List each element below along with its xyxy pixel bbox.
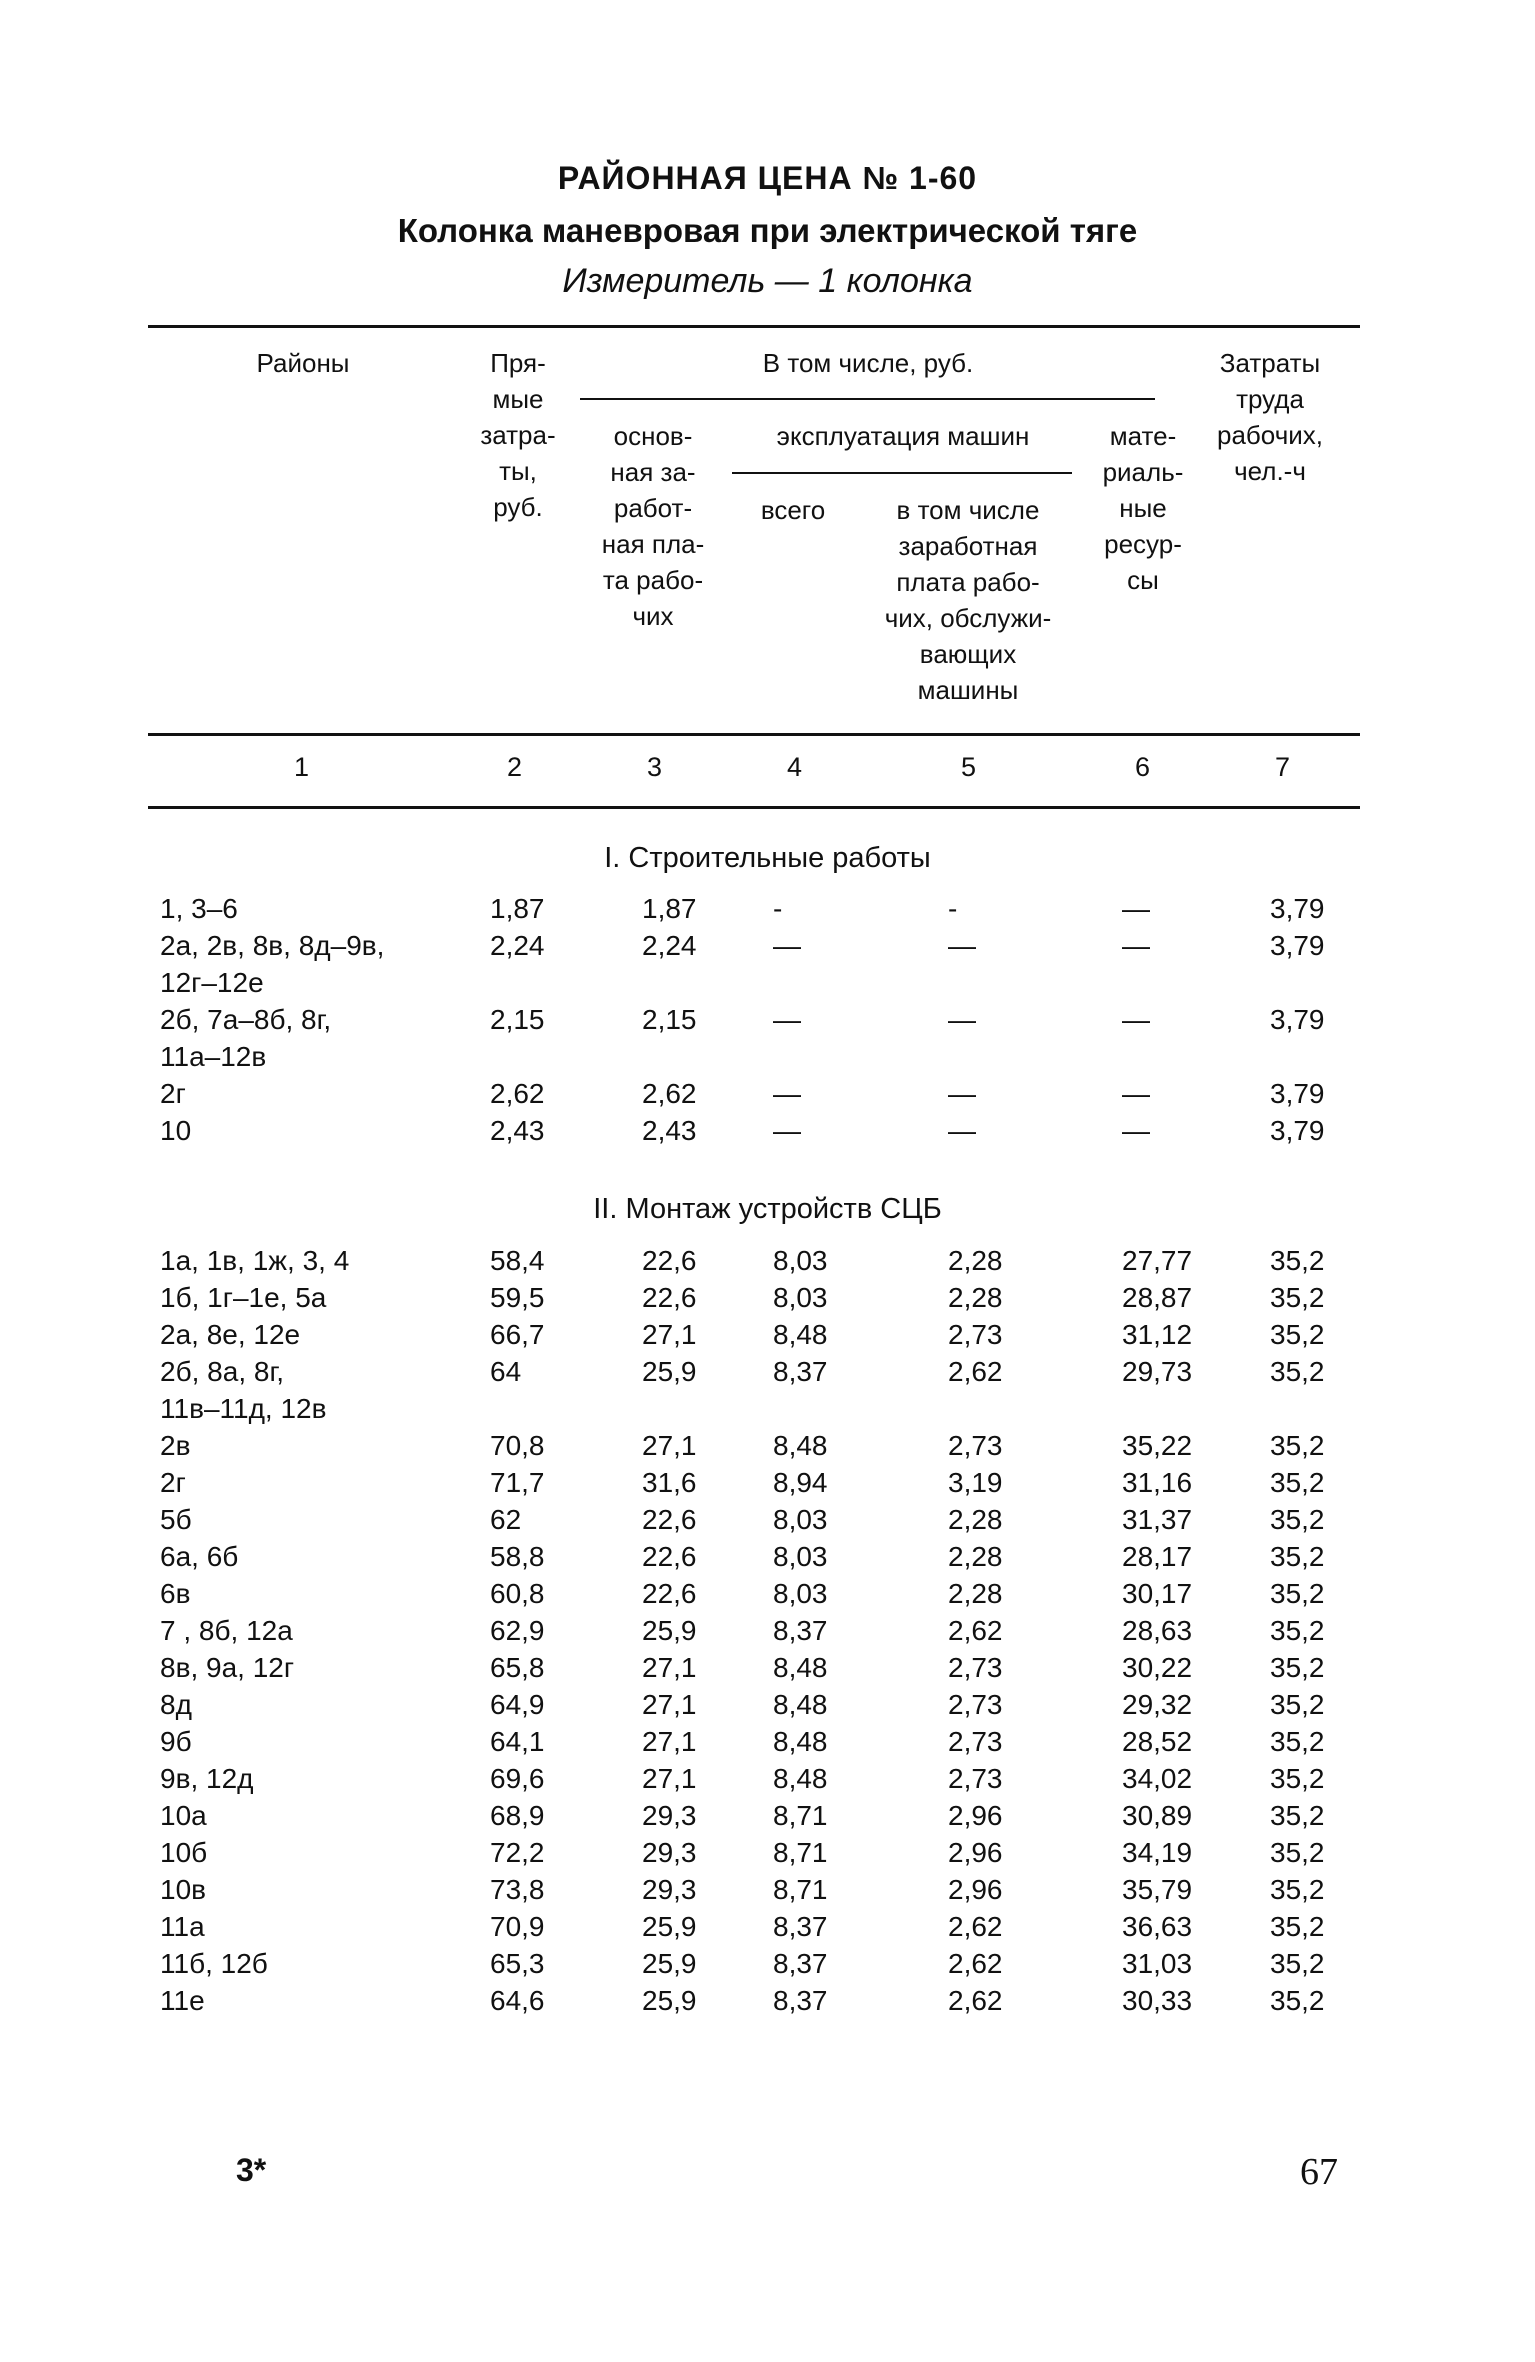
value-cell: 8,03 [773,1541,828,1572]
value-cell: 35,2 [1270,1837,1325,1868]
table-row [0,1541,1535,1578]
value-cell: 28,17 [1122,1541,1193,1572]
value-cell: 35,2 [1270,1319,1325,1350]
value-cell: 8,71 [773,1800,828,1831]
region-cell: 11в–11д, 12в [160,1393,327,1424]
value-cell: 70,8 [490,1430,545,1461]
region-cell: 2б, 7а–8б, 8г, [160,1004,332,1035]
value-cell: 8,48 [773,1763,828,1794]
region-cell: 2а, 2в, 8в, 8д–9в, [160,930,385,961]
value-cell: 3,79 [1270,893,1325,924]
value-cell: 35,2 [1270,1652,1325,1683]
col-number-1: 1 [294,752,310,782]
table-row [0,1115,1535,1152]
value-cell: 2,15 [490,1004,545,1035]
table-row [0,1985,1535,2022]
value-cell: 70,9 [490,1911,545,1942]
table-row [0,1948,1535,1985]
value-cell: 65,3 [490,1948,545,1979]
header-direct-costs: Пря- мые затра- ты, руб. [480,348,556,522]
value-cell: 8,03 [773,1504,828,1535]
value-cell: 2,43 [490,1115,545,1146]
value-cell: 34,02 [1122,1763,1193,1794]
value-cell: 1,87 [642,893,697,924]
value-cell: 35,22 [1122,1430,1193,1461]
value-cell: 8,48 [773,1430,828,1461]
col-number-7: 7 [1275,752,1291,782]
table-row [0,1078,1535,1115]
value-cell: 29,73 [1122,1356,1193,1387]
value-cell: 2,96 [948,1837,1003,1868]
value-cell: 25,9 [642,1948,697,1979]
value-cell: 27,77 [1122,1245,1193,1276]
value-cell: 60,8 [490,1578,545,1609]
value-cell: 29,3 [642,1837,697,1868]
region-cell: 2а, 8е, 12е [160,1319,301,1350]
value-cell: 35,2 [1270,1430,1325,1461]
region-cell: 10а [160,1800,207,1831]
value-cell: 22,6 [642,1282,697,1313]
value-cell: 35,2 [1270,1541,1325,1572]
header-regions: Районы [256,348,350,378]
value-cell: 62 [490,1504,522,1535]
value-cell: — [948,1004,976,1035]
table-row [0,1041,1535,1078]
value-cell: 64,1 [490,1726,545,1757]
value-cell: 3,79 [1270,1004,1325,1035]
region-cell: 1б, 1г–1е, 5а [160,1282,327,1313]
value-cell: — [773,1115,801,1146]
value-cell: — [773,1078,801,1109]
value-cell: 2,96 [948,1874,1003,1905]
value-cell: 2,28 [948,1504,1003,1535]
value-cell: — [773,930,801,961]
value-cell: 3,19 [948,1467,1003,1498]
value-cell: 28,87 [1122,1282,1193,1313]
table-row [0,1504,1535,1541]
table-row [0,1245,1535,1282]
value-cell: - [948,893,958,924]
value-cell: — [773,1004,801,1035]
region-cell: 10в [160,1874,207,1905]
value-cell: 2,73 [948,1689,1003,1720]
value-cell: 2,73 [948,1319,1003,1350]
table-row [0,1689,1535,1726]
value-cell: 64 [490,1356,522,1387]
value-cell: 35,2 [1270,1763,1325,1794]
header-machine-ops: эксплуатация машин [776,421,1030,451]
table-row [0,930,1535,967]
region-cell: 7 , 8б, 12а [160,1615,293,1646]
value-cell: 69,6 [490,1763,545,1794]
value-cell: 68,9 [490,1800,545,1831]
value-cell: 31,03 [1122,1948,1193,1979]
table-row [0,893,1535,930]
value-cell: 2,24 [490,930,545,961]
value-cell: 29,32 [1122,1689,1193,1720]
value-cell: 58,8 [490,1541,545,1572]
value-cell: 8,48 [773,1689,828,1720]
value-cell: 66,7 [490,1319,545,1350]
value-cell: 35,2 [1270,1948,1325,1979]
value-cell: — [1122,1115,1150,1146]
col-number-5: 5 [961,752,977,782]
value-cell: 27,1 [642,1319,697,1350]
value-cell: 2,24 [642,930,697,961]
value-cell: 31,16 [1122,1467,1193,1498]
value-cell: 2,28 [948,1245,1003,1276]
value-cell: 8,48 [773,1726,828,1757]
header-total: всего [760,495,826,525]
value-cell: 30,89 [1122,1800,1193,1831]
value-cell: — [948,1078,976,1109]
value-cell: 31,37 [1122,1504,1193,1535]
value-cell: 34,19 [1122,1837,1193,1868]
table-row [0,1578,1535,1615]
table-row [0,1615,1535,1652]
value-cell: 58,4 [490,1245,545,1276]
measure-subtitle: Измеритель — 1 колонка [562,262,973,300]
value-cell: — [1122,1078,1150,1109]
value-cell: - [773,893,783,924]
value-cell: 2,62 [948,1985,1003,2016]
value-cell: 35,2 [1270,1504,1325,1535]
region-cell: 11е [160,1985,205,2016]
table-row [0,1393,1535,1430]
col-number-2: 2 [507,752,523,782]
value-cell: 35,2 [1270,1800,1325,1831]
table-top-rule [148,325,1360,328]
item-name-title: Колонка маневровая при электрической тяге [397,212,1138,249]
col-number-3: 3 [647,752,663,782]
value-cell: 35,2 [1270,1615,1325,1646]
value-cell: 2,28 [948,1541,1003,1572]
header-labor: Затраты труда рабочих, чел.-ч [1217,348,1323,486]
value-cell: 31,12 [1122,1319,1193,1350]
value-cell: 8,94 [773,1467,828,1498]
region-cell: 2г [160,1467,186,1498]
signature-mark: 3* [236,2152,267,2188]
col-number-4: 4 [787,752,803,782]
value-cell: 35,79 [1122,1874,1193,1905]
value-cell: 25,9 [642,1911,697,1942]
section-1-title: I. Строительные работы [604,842,931,874]
value-cell: 2,73 [948,1726,1003,1757]
header-bottom-rule [148,733,1360,736]
value-cell: 22,6 [642,1245,697,1276]
value-cell: 8,37 [773,1985,828,2016]
region-cell: 11б, 12б [160,1948,268,1979]
value-cell: 2,62 [948,1948,1003,1979]
value-cell: 8,48 [773,1652,828,1683]
value-cell: 8,71 [773,1837,828,1868]
value-cell: 35,2 [1270,1467,1325,1498]
region-cell: 8д [160,1689,192,1720]
value-cell: 35,2 [1270,1282,1325,1313]
value-cell: 2,28 [948,1282,1003,1313]
value-cell: 25,9 [642,1356,697,1387]
value-cell: 22,6 [642,1541,697,1572]
value-cell: 35,2 [1270,1985,1325,2016]
value-cell: 8,03 [773,1245,828,1276]
table-row [0,1282,1535,1319]
value-cell: 2,62 [642,1078,697,1109]
value-cell: 71,7 [490,1467,545,1498]
value-cell: 2,62 [490,1078,545,1109]
value-cell: 27,1 [642,1689,697,1720]
section-2-title: II. Монтаж устройств СЦБ [593,1193,942,1225]
value-cell: 65,8 [490,1652,545,1683]
value-cell: 2,15 [642,1004,697,1035]
value-cell: — [1122,893,1150,924]
header-rule-2 [732,472,1072,474]
region-cell: 11а–12в [160,1041,267,1072]
price-number-title: РАЙОННАЯ ЦЕНА № 1-60 [557,160,978,196]
table-row [0,1837,1535,1874]
region-cell: 2б, 8а, 8г, [160,1356,285,1387]
value-cell: 30,33 [1122,1985,1193,2016]
value-cell: 64,9 [490,1689,545,1720]
table-row [0,1467,1535,1504]
value-cell: 2,43 [642,1115,697,1146]
table-row [0,1911,1535,1948]
value-cell: — [948,930,976,961]
value-cell: 27,1 [642,1430,697,1461]
value-cell: — [948,1115,976,1146]
value-cell: — [1122,1004,1150,1035]
value-cell: 2,73 [948,1430,1003,1461]
value-cell: 8,71 [773,1874,828,1905]
value-cell: 30,17 [1122,1578,1193,1609]
region-cell: 1а, 1в, 1ж, 3, 4 [160,1245,350,1276]
value-cell: 35,2 [1270,1874,1325,1905]
value-cell: 3,79 [1270,1115,1325,1146]
value-cell: 3,79 [1270,930,1325,961]
value-cell: 27,1 [642,1763,697,1794]
region-cell: 5б [160,1504,192,1535]
value-cell: 2,96 [948,1800,1003,1831]
header-incl-pay: в том числе заработная плата рабо- чих, обслужи- вающих машины [884,495,1052,705]
value-cell: 35,2 [1270,1578,1325,1609]
region-cell: 2г [160,1078,186,1109]
value-cell: 62,9 [490,1615,545,1646]
value-cell: 35,2 [1270,1911,1325,1942]
value-cell: 35,2 [1270,1689,1325,1720]
value-cell: 22,6 [642,1504,697,1535]
table-row [0,1763,1535,1800]
table-row [0,1652,1535,1689]
region-cell: 9б [160,1726,192,1757]
value-cell: 2,73 [948,1763,1003,1794]
value-cell: 2,28 [948,1578,1003,1609]
region-cell: 12г–12е [160,967,264,998]
value-cell: 8,03 [773,1282,828,1313]
table-row [0,967,1535,1004]
value-cell: 72,2 [490,1837,545,1868]
table-row [0,1800,1535,1837]
value-cell: 22,6 [642,1578,697,1609]
table-row [0,1430,1535,1467]
value-cell: 64,6 [490,1985,545,2016]
value-cell: 28,63 [1122,1615,1193,1646]
value-cell: 1,87 [490,893,545,924]
header-materials: мате- риаль- ные ресур- сы [1102,421,1184,595]
region-cell: 2в [160,1430,191,1461]
table-row [0,1874,1535,1911]
value-cell: 73,8 [490,1874,545,1905]
region-cell: 9в, 12д [160,1763,254,1794]
value-cell: 8,37 [773,1615,828,1646]
value-cell: 30,22 [1122,1652,1193,1683]
region-cell: 6а, 6б [160,1541,239,1572]
region-cell: 11а [160,1911,205,1942]
table-row [0,1356,1535,1393]
value-cell: 8,48 [773,1319,828,1350]
value-cell: 27,1 [642,1652,697,1683]
value-cell: 8,37 [773,1948,828,1979]
value-cell: 2,62 [948,1615,1003,1646]
region-cell: 1, 3–6 [160,893,238,924]
header-base-pay: основ- ная за- работ- ная пла- та рабо- чих [601,421,705,631]
value-cell: 35,2 [1270,1245,1325,1276]
table-row [0,1004,1535,1041]
page-number: 67 [1300,2151,1338,2193]
table-row [0,1726,1535,1763]
region-cell: 10 [160,1115,192,1146]
value-cell: 8,37 [773,1911,828,1942]
value-cell: 2,62 [948,1356,1003,1387]
region-cell: 6в [160,1578,191,1609]
value-cell: 2,62 [948,1911,1003,1942]
value-cell: 3,79 [1270,1078,1325,1109]
value-cell: 25,9 [642,1985,697,2016]
region-cell: 8в, 9а, 12г [160,1652,295,1683]
value-cell: 29,3 [642,1800,697,1831]
col-number-6: 6 [1135,752,1151,782]
value-cell: 35,2 [1270,1356,1325,1387]
header-rule-1 [580,398,1155,400]
numbers-bottom-rule [148,806,1360,809]
value-cell: 36,63 [1122,1911,1193,1942]
value-cell: 35,2 [1270,1726,1325,1757]
header-incl-rub: В том числе, руб. [762,348,974,378]
table-row [0,1319,1535,1356]
value-cell: 59,5 [490,1282,545,1313]
value-cell: 27,1 [642,1726,697,1757]
value-cell: 8,37 [773,1356,828,1387]
value-cell: 28,52 [1122,1726,1193,1757]
value-cell: 2,73 [948,1652,1003,1683]
value-cell: 25,9 [642,1615,697,1646]
value-cell: — [1122,930,1150,961]
value-cell: 29,3 [642,1874,697,1905]
value-cell: 8,03 [773,1578,828,1609]
value-cell: 31,6 [642,1467,697,1498]
region-cell: 10б [160,1837,208,1868]
